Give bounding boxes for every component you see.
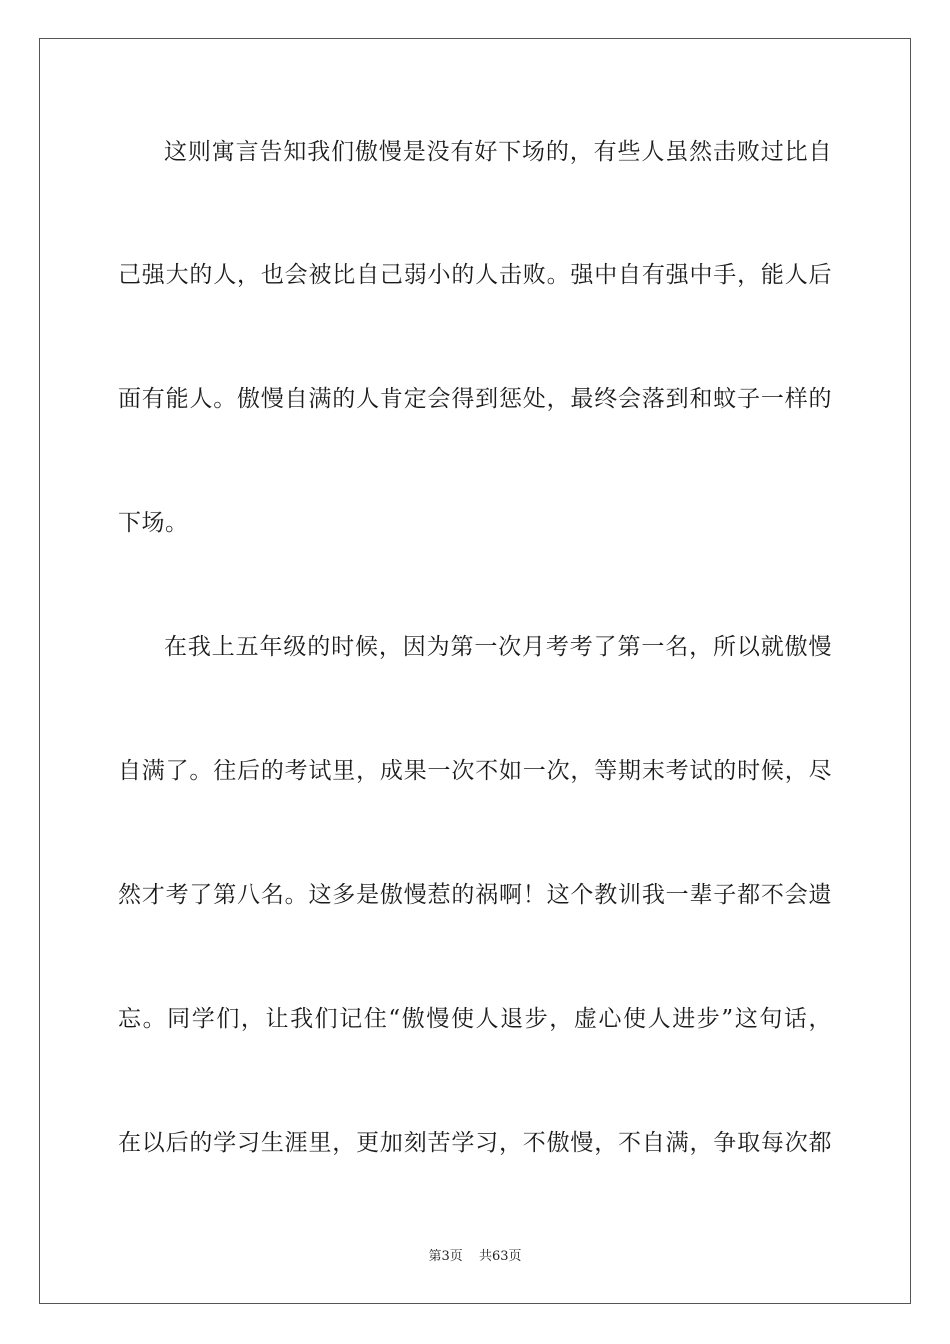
page-number: 第3页	[428, 1249, 463, 1264]
paragraph-1-line-3: 面有能人。傲慢自满的人肯定会得到惩处，最终会落到和蚊子一样的	[118, 386, 832, 412]
paragraph-1-line-4: 下场。	[118, 510, 189, 536]
paragraph-2-line-3: 然才考了第八名。这多是傲慢惹的祸啊！这个教训我一辈子都不会遗	[118, 882, 832, 908]
paragraph-2-line-2: 自满了。往后的考试里，成果一次不如一次，等期末考试的时候，尽	[118, 758, 832, 784]
paragraph-2-line-1: 在我上五年级的时候，因为第一次月考考了第一名，所以就傲慢	[164, 634, 832, 660]
paragraph-2-line-4: 忘。同学们，让我们记住“傲慢使人退步，虚心使人进步”这句话，	[118, 1006, 832, 1032]
page-border	[39, 38, 911, 1304]
paragraph-2-line-5: 在以后的学习生涯里，更加刻苦学习，不傲慢，不自满，争取每次都	[118, 1130, 832, 1156]
paragraph-1-line-1: 这则寓言告知我们傲慢是没有好下场的，有些人虽然击败过比自	[164, 139, 832, 165]
page-footer	[0, 1245, 950, 1264]
paragraph-1-line-2: 己强大的人，也会被比自己弱小的人击败。强中自有强中手，能人后	[118, 262, 832, 288]
page-total: 共63页	[478, 1249, 522, 1264]
